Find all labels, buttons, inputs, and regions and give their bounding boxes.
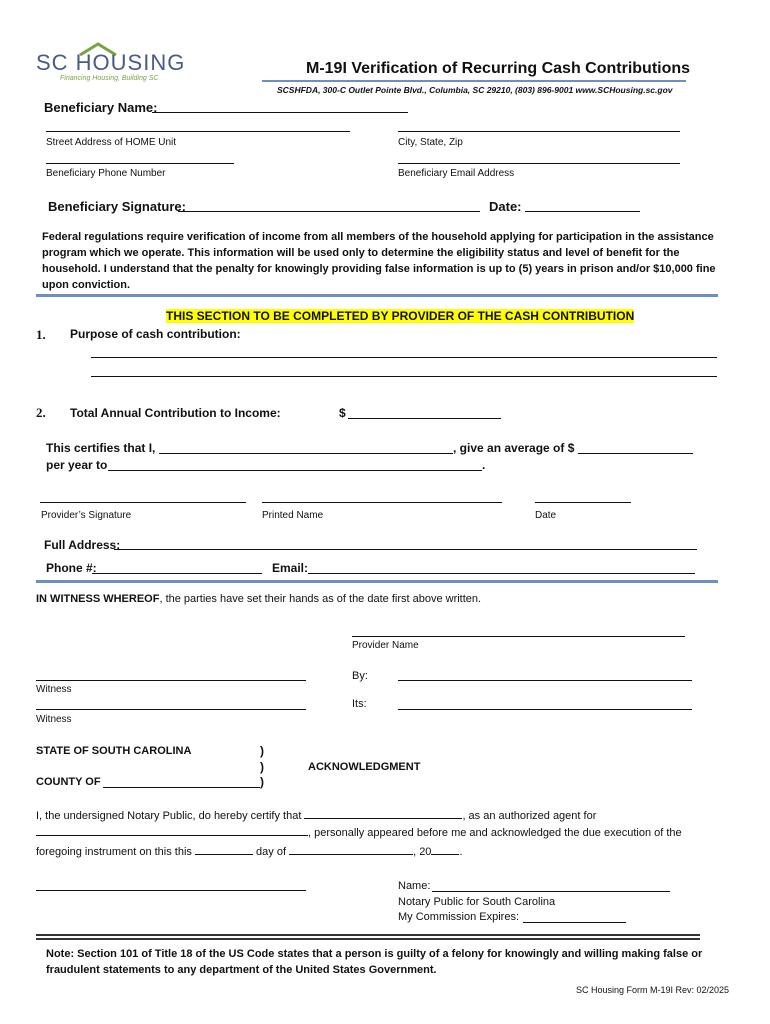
its-label: Its: [352,698,367,710]
average-amount-field[interactable] [578,453,693,454]
certify-text-1: This certifies that I, [46,441,156,455]
certify-period: . [482,458,486,472]
authorized-agent-name-field[interactable] [304,808,462,819]
notary-public-label: Notary Public for South Carolina [398,896,556,908]
agent-for-field[interactable] [36,825,308,836]
notary-line-3a: foregoing instrument on this this [36,846,192,858]
section-rule-1 [36,294,718,297]
its-field[interactable] [398,709,692,710]
recipient-field[interactable] [108,470,482,471]
notary-line-2 [36,825,682,839]
city-state-zip-field[interactable] [398,131,680,132]
beneficiary-phone-field[interactable] [46,163,234,164]
header-address: SCSHFDA, 300-C Outlet Pointe Blvd., Columbia, SC 29210, (803) 896-9001 www.SCHousing.sc.gov [277,85,673,95]
provider-phone-field[interactable] [92,573,262,574]
section-rule-2 [36,580,718,583]
full-address-field[interactable] [114,549,697,550]
by-label: By: [352,670,368,682]
logo-tagline: Financing Housing, Building SC [60,75,159,82]
provider-signature-field[interactable] [40,502,246,503]
witness-1-label: Witness [36,684,72,695]
q1-label: Purpose of cash contribution: [70,327,241,341]
beneficiary-email-field[interactable] [398,163,680,164]
commission-expires-field[interactable] [523,922,626,923]
beneficiary-signature-label: Beneficiary Signature: [48,199,186,214]
paren-2: ) [260,760,264,774]
witness-whereof-text: , the parties have set their hands as of the date first above written. [159,593,482,605]
beneficiary-email-label: Beneficiary Email Address [398,168,515,179]
provider-name-label: Provider Name [352,640,419,651]
full-address-label: Full Address: [44,538,121,552]
form-title: M-19I Verification of Recurring Cash Contributions [306,60,691,77]
q2-number: 2. [36,405,46,420]
street-address-field[interactable] [46,131,350,132]
month-field[interactable] [289,844,413,855]
certify-text-3: per year to [46,458,108,472]
notary-line-1a: I, the undersigned Notary Public, do hereby certify that [36,810,302,822]
witness-1-field[interactable] [36,680,306,681]
certify-text-2: , give an average of $ [453,441,575,455]
notary-line-3 [36,844,463,858]
notary-line-3-period: . [459,846,463,858]
q1-number: 1. [36,327,46,342]
legal-note: Note: Section 101 of Title 18 of the US Code states that a person is guilty of a felony for knowingly and willing making false or fraudulent statements to any department of the United States Government. [46,948,703,976]
notary-name-field[interactable] [432,891,670,892]
witness-whereof-bold: IN WITNESS WHEREOF [36,593,160,605]
notary-line-3b: day of [256,846,287,858]
provider-email-field[interactable] [308,573,695,574]
notary-name-label: Name: [398,880,431,892]
county-label: COUNTY OF [36,776,101,788]
day-field[interactable] [195,844,253,855]
county-field[interactable] [103,787,260,788]
city-state-zip-label: City, State, Zip [398,137,463,148]
purpose-line-1[interactable] [91,357,717,358]
federal-regulations-text: Federal regulations require verification of income from all members of the household applying for participation in the assistance program which we operate. This information will be used only to determine the eligibility status and level of benefit for the household. I understand that the penalty for knowingly providing false information is up to (5) years in prison and/or $10,000 fine upon conviction. [42,231,716,291]
note-rule [36,934,700,940]
provider-date-label: Date [535,510,557,521]
printed-name-field[interactable] [262,502,502,503]
logo-brand: SC HOUSING [36,50,186,75]
paren-1: ) [260,744,264,758]
certifier-name-field[interactable] [159,453,453,454]
notary-line-2-text: , personally appeared before me and acknowledged the due execution of the [308,827,682,839]
q2-label: Total Annual Contribution to Income: [70,406,281,420]
notary-line-3c: , 20 [413,846,432,858]
commission-expires-label: My Commission Expires: [398,911,520,923]
purpose-line-2[interactable] [91,376,717,377]
provider-email-label: Email: [272,561,309,575]
state-label: STATE OF SOUTH CAROLINA [36,745,192,757]
beneficiary-date-label: Date: [489,199,522,214]
provider-date-field[interactable] [535,502,631,503]
header-rule [262,80,686,82]
beneficiary-name-field[interactable] [152,112,408,113]
street-address-label: Street Address of HOME Unit [46,137,177,148]
annual-contribution-field[interactable] [348,418,501,419]
by-field[interactable] [398,680,692,681]
paren-3: ) [260,775,264,789]
q2-dollar: $ [339,406,346,420]
provider-section-banner: THIS SECTION TO BE COMPLETED BY PROVIDER OF THE CASH CONTRIBUTION [166,309,635,323]
witness-2-field[interactable] [36,709,306,710]
notary-signature-field[interactable] [36,890,306,891]
footer: SC Housing Form M-19I Rev: 02/2025 [576,985,730,995]
beneficiary-date-field[interactable] [525,211,640,212]
provider-signature-label: Provider’s Signature [41,510,132,521]
year-field[interactable] [431,844,459,855]
notary-line-1 [36,808,596,822]
printed-name-label: Printed Name [262,510,324,521]
provider-name-field[interactable] [352,636,685,637]
acknowledgment-title: ACKNOWLEDGMENT [308,761,421,773]
beneficiary-signature-field[interactable] [178,211,480,212]
witness-whereof [36,593,481,605]
beneficiary-name-label: Beneficiary Name: [44,100,158,115]
witness-2-label: Witness [36,714,72,725]
logo [36,44,186,84]
provider-phone-label: Phone #: [46,561,97,575]
notary-line-1b: , as an authorized agent for [462,810,597,822]
beneficiary-phone-label: Beneficiary Phone Number [46,168,166,179]
